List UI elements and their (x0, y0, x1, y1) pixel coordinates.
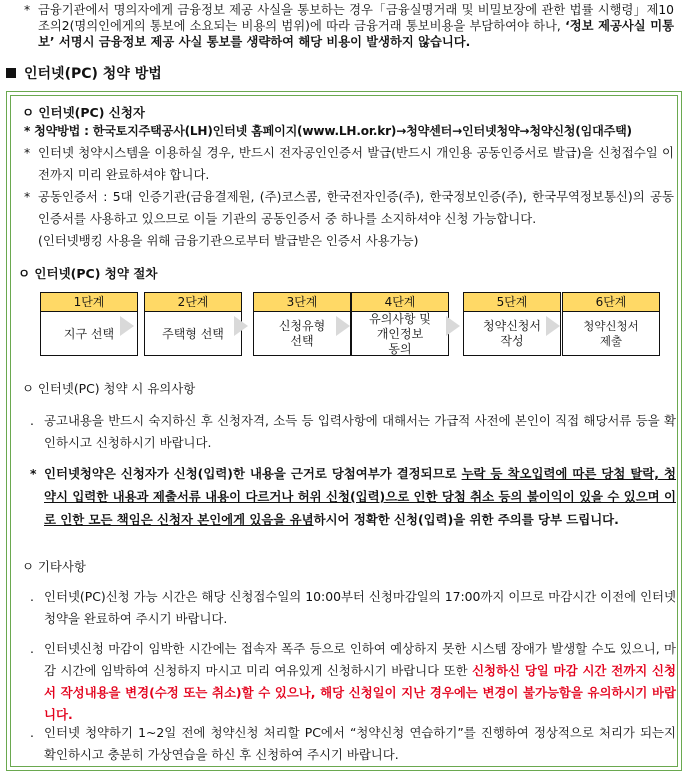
note-text-bold: ‘정보 제공사실 미통보’ 서명시 금융정보 제공 사실 통보를 생략하여 해당 비용이 발생하지 않습니다. (38, 19, 674, 49)
step-6-body (563, 312, 659, 356)
warning-part-b: 누락 등 착오입력에 따른 당첨 탈락, 청약시 입력한 내용과 제출서류 내용이 다르거나 허위 신청(입력)으로 인한 당첨 취소 등의 불이익이 있을 수 있으며 이로 인한 모든 책임은 신청자 본인에게 있음을 유념 (44, 466, 676, 527)
other-item-1 (30, 586, 676, 630)
cautions-title: ㅇ 인터넷(PC) 청약 시 유의사항 (22, 381, 196, 396)
others-title: ㅇ 기타사항 (22, 559, 86, 574)
chevron-right-icon (234, 316, 248, 336)
caution-item-1-text: 공고내용을 반드시 숙지하신 후 신청자격, 소득 등 입력사항에 대해서는 가급적 사전에 본인이 직접 해당서류 등을 확인하시고 신청하시기 바랍니다. (44, 413, 676, 450)
step-3-head: 3단계 (254, 293, 350, 312)
step-4-head: 4단계 (352, 293, 448, 312)
step-6-label: 청약신청서 제출 (583, 319, 639, 348)
application-method: * 청약방법 : 한국토지주택공사(LH)인터넷 홈페이지(www.LH.or.kr)→청약센터→인터넷청약→청약신청(임대주택) (24, 124, 632, 138)
other-item-3-text: 인터넷 청약하기 1~2일 전에 청약신청 처리할 PC에서 “청약신청 연습하기”를 진행하여 정상적으로 처리가 되는지 확인하시고 충분히 가상연습을 하신 후 신청하여 주시기 바랍니다. (44, 725, 676, 762)
step-6 (562, 292, 660, 356)
step-2-label: 주택형 선택 (162, 326, 224, 341)
step-4-body (352, 312, 448, 356)
caution-warning-text (44, 462, 676, 531)
step-1-head: 1단계 (41, 293, 137, 312)
other-item-2-plain: 인터넷신청 마감이 임박한 시간에는 접속자 폭주 등으로 인하여 예상하지 못한 시스템 장애가 발생할 수도 있으니, 마감 시간에 임박하여 신청하지 마시고 미리 여유있게 신청하시기 바랍니다 또한 (44, 641, 676, 678)
step-5-head: 5단계 (464, 293, 560, 312)
cert-star: * (24, 145, 31, 160)
step-1-label: 지구 선택 (63, 326, 115, 341)
chevron-right-icon (120, 316, 134, 336)
warning-part-a: 인터넷청약은 신청자가 신청(입력)한 내용을 근거로 당첨여부가 결정되므로 (44, 466, 462, 481)
cert-text: 인터넷 청약시스템을 이용하실 경우, 반드시 전자공인인증서 발급(반드시 개인용 공동인증서로 발급)을 신청접수일 이전까지 미리 완료하셔야 합니다. (38, 145, 674, 182)
other-item-1-mark: . (30, 589, 34, 604)
note-star: * (24, 3, 31, 17)
section-title: 인터넷(PC) 청약 방법 (24, 66, 162, 82)
note-text-plain: 금융기관에서 명의자에게 금융정보 제공 사실을 통보하는 경우「금융실명거래 및 비밀보장에 관한 법률 시행령」제10조의2(명의인에게의 통보에 소요되는 비용의 범위)에 따라 금융거래 통보비용을 부담하여야 하나, (38, 3, 674, 33)
warning-part-c: 하시어 정확한 신청(입력)을 위한 주의를 당부 드립니다. (313, 512, 619, 527)
other-item-3-mark: . (30, 725, 34, 740)
procedure-steps (40, 292, 660, 362)
other-item-2-text (44, 638, 676, 726)
step-5-label: 청약신청서 작성 (483, 319, 541, 348)
note-text (38, 2, 674, 50)
applicant-title: ㅇ 인터넷(PC) 신청자 (22, 105, 145, 120)
step-6-head: 6단계 (563, 293, 659, 312)
other-item-3 (30, 722, 676, 766)
step-2 (144, 292, 242, 356)
auth-text: 공동인증서 : 5대 인증기관(금융결제원, (주)코스콤, 한국전자인증(주), 한국정보인증(주), 한국무역정보통신)의 공동인증서를 사용하고 있으므로 이들 기관의 공동인증서 중 하나를 소지하셔야 신청 가능합니다. (38, 189, 674, 226)
chevron-right-icon (546, 316, 560, 336)
caution-warning-star: * (30, 466, 37, 481)
procedure-title: ㅇ 인터넷(PC) 청약 절차 (18, 266, 158, 281)
auth-paragraph (24, 186, 674, 230)
chevron-right-icon (336, 316, 350, 336)
step-4 (351, 292, 449, 356)
caution-warning (30, 462, 676, 531)
auth-star: * (24, 189, 31, 204)
other-item-2 (30, 638, 676, 726)
other-item-2-mark: . (30, 641, 34, 656)
auth-note: (인터넷뱅킹 사용을 위해 금융기관으로부터 발급받은 인증서 사용가능) (38, 233, 419, 248)
chevron-right-icon (446, 316, 460, 336)
cert-paragraph (24, 142, 674, 186)
caution-item-1-mark: . (30, 413, 34, 428)
step-3-label: 신청유형 선택 (278, 319, 326, 348)
step-2-head: 2단계 (145, 293, 241, 312)
other-item-2-red: 신청하신 당일 마감 시간 전까지 신청서 작성내용을 변경(수정 또는 취소)할 수 있으나, 해당 신청일이 지난 경우에는 변경이 불가능함을 유의하시기 바랍니다. (44, 663, 676, 722)
square-bullet-icon (6, 68, 16, 78)
other-item-1-text: 인터넷(PC)신청 가능 시간은 해당 신청접수일의 10:00부터 신청마감일의 17:00까지 이므로 마감시간 이전에 인터넷 청약을 완료하여 주시기 바랍니다. (44, 589, 676, 626)
section-heading (6, 63, 162, 83)
top-note (24, 2, 674, 50)
step-2-body (145, 312, 241, 356)
step-4-label: 유의사항 및 개인정보 동의 (369, 311, 431, 356)
caution-item-1 (30, 410, 676, 454)
